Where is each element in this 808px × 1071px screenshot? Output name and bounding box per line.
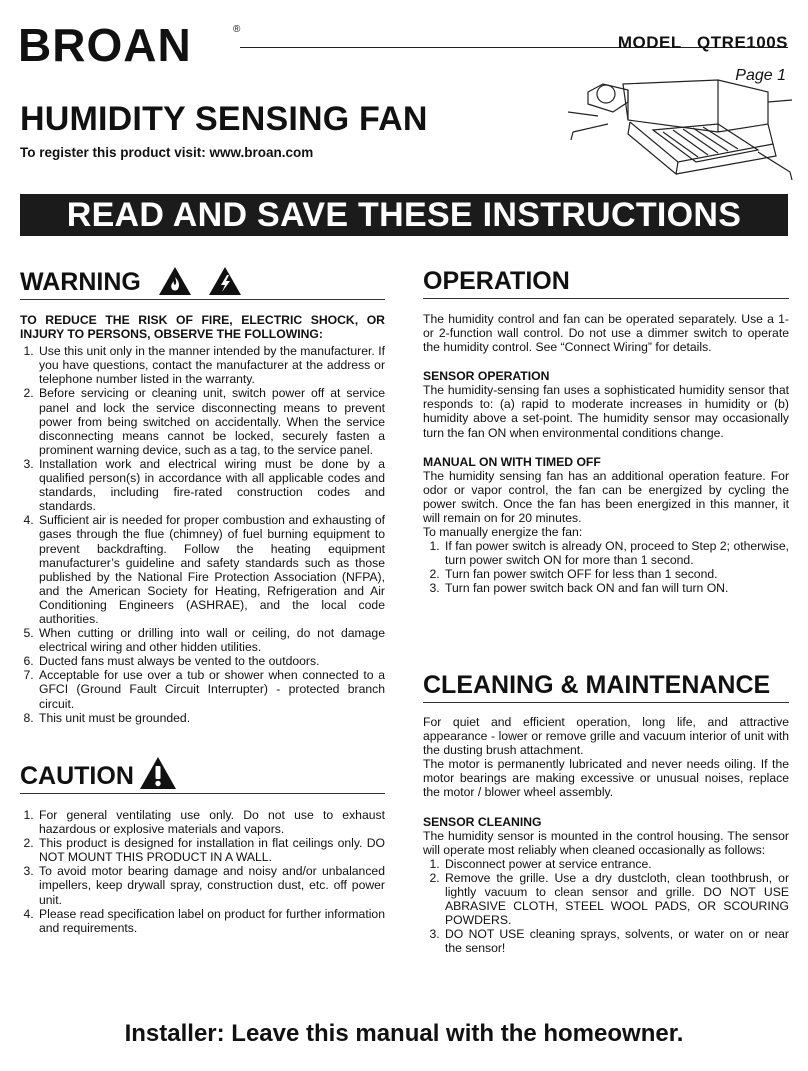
cleaning-step: 2. Remove the grille. Use a dry dustcloth, clean toothbrush, or lightly vacuum to clean sensor and grille. DO NOT USE ABRASIVE CLOTH, STEEL WOOL PADS, OR SCOURING POWDERS. — [443, 871, 789, 927]
warning-item: 6. Ducted fans must always be vented to the outdoors. — [37, 654, 385, 668]
cleaning-motor: The motor is permanently lubricated and never needs oiling. If the motor bearings are making excessive or unusual noises, replace the motor / blower wheel assembly. — [423, 757, 789, 800]
cleaning-step: 1. Disconnect power at service entrance. — [443, 857, 789, 871]
warning-list — [20, 344, 385, 725]
electric-shock-warning-icon — [207, 265, 243, 297]
registered-mark: ® — [233, 24, 241, 35]
caution-item: 3. To avoid motor bearing damage and noisy and/or unbalanced impellers, keep drywall spray, construction dust, etc. off power unit. — [37, 864, 385, 906]
warning-item: 1. Use this unit only in the manner intended by the manufacturer. If you have questions, contact the manufacturer at the address or telephone number listed in the warranty. — [37, 344, 385, 386]
operation-intro: The humidity control and fan can be operated separately. Use a 1- or 2-function wall control. Do not use a dimmer switch to operate the humidity control. See “Connect Wiring” for details. — [423, 312, 789, 355]
warning-item: 3. Installation work and electrical wiring must be done by a qualified person(s) in accordance with all applicable codes and standards, including fire-rated construction codes and standards. — [37, 457, 385, 513]
installer-footer: Installer: Leave this manual with the homeowner. — [124, 1020, 684, 1047]
manual-on-lead: To manually energize the fan: — [423, 525, 583, 540]
model-number: MODEL QTRE100S — [617, 33, 788, 52]
warning-intro: TO REDUCE THE RISK OF FIRE, ELECTRIC SHOCK, OR INJURY TO PERSONS, OBSERVE THE FOLLOWING: — [20, 313, 385, 342]
instructions-banner: READ AND SAVE THESE INSTRUCTIONS — [20, 194, 788, 236]
manual-step: 1. If fan power switch is already ON, proceed to Step 2; otherwise, turn power switch ON for more than 1 second. — [443, 539, 789, 567]
warning-heading — [20, 265, 385, 300]
warning-title: WARNING — [20, 268, 141, 296]
page-title: HUMIDITY SENSING FAN — [20, 100, 428, 138]
caution-item: 2. This product is designed for installation in flat ceilings only. DO NOT MOUNT THIS PRODUCT IN A WALL. — [37, 836, 385, 864]
fire-warning-icon — [157, 265, 193, 297]
fan-illustration — [568, 72, 793, 187]
operation-heading: OPERATION — [423, 267, 789, 299]
caution-item: 4. Please read specification label on product for further information and requirements. — [37, 907, 385, 935]
caution-list — [20, 808, 385, 935]
register-url: To register this product visit: www.broan.com — [20, 145, 314, 160]
caution-section — [20, 808, 385, 935]
brand-name: BROAN — [18, 19, 192, 71]
exclamation-warning-icon — [138, 755, 178, 791]
warning-item: 5. When cutting or drilling into wall or ceiling, do not damage electrical wiring and other hidden utilities. — [37, 626, 385, 654]
manual-steps-list — [423, 539, 789, 595]
operation-section — [423, 312, 789, 596]
sensor-cleaning-list — [423, 857, 789, 956]
cleaning-step: 3. DO NOT USE cleaning sprays, solvents, or water on or near the sensor! — [443, 927, 789, 955]
caution-heading — [20, 755, 385, 794]
sensor-cleaning-heading: SENSOR CLEANING — [423, 814, 542, 829]
page-number: Page 1 — [735, 67, 786, 84]
manual-on-heading: MANUAL ON WITH TIMED OFF — [423, 454, 601, 469]
manual-on-text: The humidity sensing fan has an additional operation feature. For odor or vapor control, the fan can be energized by cycling the power switch. Once the fan has been energized in this manner, it will remain on for 20 minutes. — [423, 468, 789, 525]
sensor-operation-text: The humidity-sensing fan uses a sophisticated humidity sensor that responds to: (a) rapid to moderate increases in humidity or (b) humidity above a set-point. The humidity sensor may occasionally turn the fan ON when environmental conditions change. — [423, 383, 789, 440]
sensor-operation-heading: SENSOR OPERATION — [423, 369, 550, 384]
warning-item: 8. This unit must be grounded. — [37, 711, 385, 725]
caution-title: CAUTION — [20, 762, 134, 790]
warning-item: 2. Before servicing or cleaning unit, switch power off at service panel and lock the service disconnecting means to prevent power from being switched on accidentally. When the service disconnecting means cannot be locked, securely fasten a prominent warning device, such as a tag, to the service panel. — [37, 386, 385, 456]
cleaning-section — [423, 715, 789, 955]
manual-step: 2. Turn fan power switch OFF for less than 1 second. — [443, 567, 789, 581]
cleaning-intro: For quiet and efficient operation, long life, and attractive appearance - lower or remove grille and vacuum interior of unit with the dusting brush attachment. — [423, 715, 789, 758]
sensor-cleaning-text: The humidity sensor is mounted in the control housing. The sensor will operate most reliably when cleaned occasionally as follows: — [423, 828, 789, 857]
warning-item: 4. Sufficient air is needed for proper combustion and exhausting of gases through the flue (chimney) of fuel burning equipment to prevent backdrafting. Follow the heating equipment manufacturer’s guideline and safety standards such as those published by the National Fire Protection Association (NFPA), and the American Society for Heating, Refrigeration and Air Conditioning Engineers (ASHRAE), and the local code authorities. — [37, 513, 385, 626]
broan-logo — [18, 19, 241, 71]
warning-section — [20, 313, 385, 725]
cleaning-heading: CLEANING & MAINTENANCE — [423, 671, 789, 703]
caution-item: 1. For general ventilating use only. Do not use to exhaust hazardous or explosive materials and vapors. — [37, 808, 385, 836]
manual-step: 3. Turn fan power switch back ON and fan will turn ON. — [443, 581, 789, 595]
warning-item: 7. Acceptable for use over a tub or shower when connected to a GFCI (Ground Fault Circuit Interrupter) - protected branch circuit. — [37, 668, 385, 710]
